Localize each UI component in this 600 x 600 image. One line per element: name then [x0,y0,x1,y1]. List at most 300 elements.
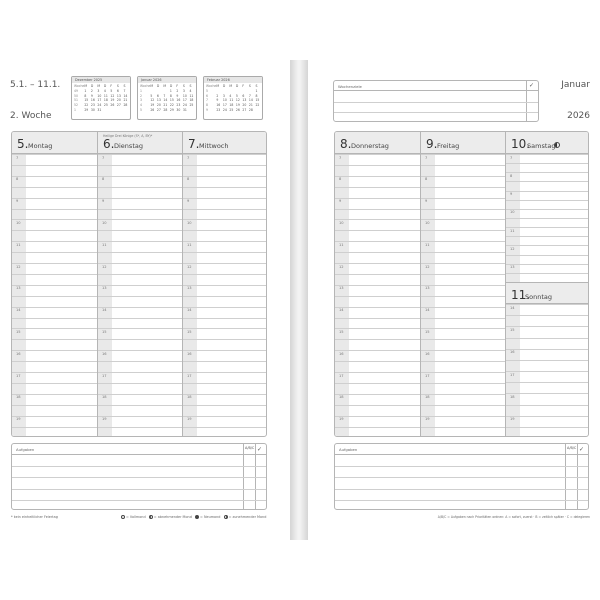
half-hour-line [421,230,505,231]
hour-label: 11 [187,242,192,247]
mini-calendar-cell: 28 [163,107,168,112]
mini-calendar-cell: 22 [84,103,89,108]
task-line [335,500,588,501]
hour-label: 13 [102,286,107,291]
hour-label: 17 [425,373,430,378]
mini-calendar-cell: S [255,84,258,88]
day-number: 7. [188,137,200,151]
half-hour-line [421,187,505,188]
hour-line [12,394,97,395]
half-hour-line [183,296,267,297]
hour-label: 15 [187,329,192,334]
mini-calendar-cell: 29 [84,107,89,112]
hour-label: 15 [102,329,107,334]
hour-label: 16 [339,351,344,356]
hour-label: 19 [425,417,430,422]
holiday-note: Heilige Drei Könige (S*, A, BY)* [103,133,153,138]
mini-calendar-cell: 1 [74,107,76,112]
half-hour-line [421,165,505,166]
half-hour-line [12,405,97,406]
hour-line [98,285,182,286]
mini-calendar-cell: S [248,84,251,88]
mini-calendar-cell: 15 [255,98,260,103]
half-hour-line [421,427,505,428]
hour-label: 19 [510,417,515,422]
half-hour-line [335,209,420,210]
half-hour-line [506,236,589,237]
task-line [335,466,588,467]
half-hour-line [506,315,589,316]
hour-label: 18 [425,395,430,400]
hour-label: 15 [510,327,515,332]
half-hour-line [506,218,589,219]
tasks-box-right[interactable] [334,443,589,510]
half-hour-line [98,165,182,166]
mini-calendar-cell: M [216,84,220,88]
hour-line [12,263,97,264]
hour-line [183,219,267,220]
hour-label: 9 [339,199,342,204]
hour-line [506,304,589,305]
mini-calendar-cell: 21 [248,103,253,108]
half-hour-line [12,165,97,166]
hour-label: 17 [187,373,192,378]
hour-label: 19 [16,417,21,422]
half-hour-line [335,274,420,275]
mini-calendar-cell: 20 [156,103,161,108]
hour-line [12,372,97,373]
hour-label: 9 [16,199,19,204]
hour-line [98,350,182,351]
hour-line [506,172,589,173]
mini-calendar-cell: S [182,84,185,88]
mini-calendar-cell: 29 [169,107,174,112]
day-number: 9. [426,137,438,151]
hour-line [421,285,505,286]
tasks-label: Aufgaben [16,447,35,452]
mini-calendar-cell: 18 [103,98,108,103]
hour-label: 16 [425,351,430,356]
mini-calendar-cell: 4 [140,103,142,108]
hour-line [12,416,97,417]
mini-calendar-cell: M [229,84,233,88]
mini-calendar-january [137,76,197,120]
day-column-saturday[interactable] [505,132,589,436]
half-hour-line [335,405,420,406]
half-hour-line [12,296,97,297]
hour-line [506,209,589,210]
mini-calendar-cell: 21 [123,98,128,103]
hour-line [506,227,589,228]
day-column-wednesday[interactable] [182,132,267,436]
hour-line [98,328,182,329]
mini-calendar-cell: 28 [123,103,128,108]
hour-line [98,307,182,308]
hour-label: 14 [16,308,21,313]
hour-label: 7 [510,155,513,160]
hour-label: 10 [425,220,430,225]
mini-calendar-cell: 19 [150,103,155,108]
day-name: Freitag [437,142,460,150]
checkmark-icon: ✓ [257,446,263,453]
hour-line [506,264,589,265]
hour-label: 9 [102,199,105,204]
hour-label: 8 [16,177,19,182]
mini-calendar-cell: 19 [110,98,115,103]
half-hour-line [335,318,420,319]
hour-label: 19 [102,417,107,422]
hour-line [335,241,420,242]
half-hour-line [98,296,182,297]
hour-line [12,198,97,199]
mini-calendar-cell: 15 [84,98,89,103]
mini-calendar-cell: 22 [169,103,174,108]
mini-calendar-cell: 14 [248,98,253,103]
left-footnote: * kein einheitlicher Feiertag [11,515,58,519]
hour-label: 14 [102,308,107,313]
mini-calendar-cell: 12 [110,93,115,98]
mini-calendar-cell: 31 [97,107,102,112]
hour-line [506,349,589,350]
hour-label: 11 [16,242,21,247]
mini-calendar-cell: Woche [206,84,217,88]
mini-calendar-february [203,76,263,120]
mini-calendar-cell: M [163,84,167,88]
mini-calendar-cell: D [222,84,226,88]
moon-legend [120,515,266,519]
mini-calendar-cell: 11 [103,93,108,98]
mini-calendar-cell: 25 [229,107,234,112]
hour-label: 15 [16,329,21,334]
half-hour-line [506,273,589,274]
hour-line [183,372,267,373]
hour-line [506,393,589,394]
waning-moon-icon [149,515,153,519]
hour-label: 9 [187,199,190,204]
half-hour-line [335,339,420,340]
mini-calendar-cell: 5 [206,88,208,93]
hour-label: 12 [510,246,515,251]
hour-line [506,326,589,327]
hour-label: 12 [339,264,344,269]
hour-label: 12 [425,264,430,269]
mini-calendar-cell: 27 [242,107,247,112]
day-column-tuesday[interactable] [97,132,182,436]
half-hour-line [335,383,420,384]
half-hour-line [183,209,267,210]
hour-line [183,241,267,242]
half-hour-line [12,252,97,253]
mini-calendar-title: Januar 2026 [138,77,196,83]
mini-calendar-cell: 8 [84,93,87,98]
half-hour-line [421,209,505,210]
half-hour-line [506,255,589,256]
hour-label: 16 [102,351,107,356]
mini-calendar-cell: 30 [176,107,181,112]
day-column-friday[interactable] [420,132,505,436]
mini-calendar-cell: 25 [103,103,108,108]
half-hour-line [12,209,97,210]
hour-line [12,328,97,329]
hour-line [12,219,97,220]
hour-label: 17 [510,372,515,377]
half-hour-line [98,339,182,340]
half-hour-line [506,382,589,383]
mini-calendar-cell: D [235,84,239,88]
hour-line [98,263,182,264]
half-hour-line [335,187,420,188]
hour-label: 14 [425,308,430,313]
hour-line [421,350,505,351]
moon-legend-text: = Neumond [200,515,221,519]
mini-calendar-cell: 24 [97,103,102,108]
hour-label: 14 [187,308,192,313]
mini-calendar-cell: 27 [156,107,161,112]
mini-calendar-cell: M [97,84,101,88]
mini-calendar-cell: 3 [97,88,100,93]
half-hour-line [421,361,505,362]
mini-calendar-cell: 3 [222,93,225,98]
day-number: 8. [340,137,352,151]
half-hour-line [98,230,182,231]
half-hour-line [183,187,267,188]
week-goals-header [334,81,538,91]
hour-line [335,219,420,220]
week-goals-label: Wochenziele [338,83,362,89]
mini-calendar-cell: 1 [255,88,258,93]
half-hour-line [183,361,267,362]
mini-calendar-title: Februar 2026 [204,77,262,83]
hour-line [183,350,267,351]
waning-moon-icon [554,142,560,148]
day-name: Samstag [527,142,556,150]
mini-calendar-cell: 50 [74,93,78,98]
hour-line [183,285,267,286]
hour-line [421,176,505,177]
half-hour-line [183,252,267,253]
half-hour-line [98,318,182,319]
tasks-header [12,444,266,455]
half-hour-line [12,274,97,275]
hour-label: 10 [16,220,21,225]
half-hour-line [506,163,589,164]
mini-calendar-cell: 26 [235,107,240,112]
moon-legend-text: = Vollmond [126,515,146,519]
day-header [421,132,505,154]
hour-line [335,176,420,177]
mini-calendar-cell: 5 [110,88,113,93]
mini-calendar-cell: 7 [206,98,208,103]
task-line [12,500,266,501]
half-hour-line [335,252,420,253]
mini-calendar-cell: 13 [242,98,247,103]
mini-calendar-cell [255,108,262,113]
day-name: Donnerstag [351,142,389,150]
mini-calendar-cell: 11 [229,98,234,103]
mini-calendar-grid [140,84,196,113]
half-hour-line [183,405,267,406]
day-name: Dienstag [114,142,143,150]
hour-line [335,154,420,155]
hour-label: 18 [187,395,192,400]
mini-calendar-cell: 23 [216,107,221,112]
week-goals-box[interactable] [333,80,539,122]
hour-label: 8 [339,177,342,182]
year-label: 2026 [567,111,590,121]
hour-line [335,372,420,373]
half-hour-line [12,427,97,428]
half-hour-line [98,383,182,384]
half-hour-line [421,274,505,275]
mini-calendar-cell: 5 [235,93,238,98]
hour-line [506,245,589,246]
mini-calendar-cell: 2 [90,88,93,93]
half-hour-line [421,405,505,406]
mini-calendar-cell: 13 [156,98,161,103]
mini-calendar-cell: 51 [74,98,78,103]
task-line [12,489,266,490]
mini-calendar-cell: 10 [182,93,187,98]
half-hour-line [335,427,420,428]
mini-calendar-cell: 20 [242,103,247,108]
mini-calendar-cell: 9 [216,98,219,103]
hour-line [12,154,97,155]
day-column-monday[interactable] [12,132,97,436]
hour-line [335,394,420,395]
left-days-grid [11,131,267,437]
mini-calendar-grid [74,84,130,113]
hour-line [421,372,505,373]
abc-priority-icon: A/B/C [567,446,577,450]
hour-label: 7 [187,155,190,160]
day-header [335,132,420,154]
half-hour-line [98,209,182,210]
hour-label: 19 [187,417,192,422]
mini-calendar-cell: 8 [169,93,172,98]
mini-calendar-cell: 7 [123,88,126,93]
half-hour-line [98,427,182,428]
hour-line [421,307,505,308]
hour-label: 16 [510,350,515,355]
task-line [335,477,588,478]
mini-calendar-cell: 1 [169,88,172,93]
mini-calendar-cell: 18 [189,98,194,103]
day-name: Sonntag [525,293,552,301]
tasks-box-left[interactable] [11,443,267,510]
hour-label: 15 [425,329,430,334]
half-hour-line [183,383,267,384]
hour-label: 7 [339,155,342,160]
hour-line [421,394,505,395]
half-hour-line [421,383,505,384]
hour-line [421,263,505,264]
hour-line [12,176,97,177]
hour-label: 7 [102,155,105,160]
hour-label: 10 [102,220,107,225]
hour-label: 18 [510,394,515,399]
mini-calendar-cell: 10 [97,93,102,98]
checkmark-icon: ✓ [579,446,585,453]
day-column-thursday[interactable] [335,132,420,436]
mini-calendar-cell: 5 [140,107,142,112]
half-hour-line [98,274,182,275]
mini-calendar-cell: 9 [90,93,93,98]
hour-line [98,372,182,373]
hour-line [335,350,420,351]
hour-line [421,416,505,417]
mini-calendar-cell: D [103,84,107,88]
mini-calendar-cell: Woche [74,84,85,88]
right-footnote: A/B/C = Aufgaben nach Prioritäten ordnen: A = sofort, zuerst · B = zeitlich später · C = delegieren [437,515,590,519]
sunday-header [506,282,589,304]
mini-calendar-cell: M [84,84,88,88]
mini-calendar-cell: 4 [103,88,106,93]
mini-calendar-cell: 26 [110,103,115,108]
day-number: 10. [511,137,531,151]
mini-calendar-cell: 8 [255,93,258,98]
hour-line [421,219,505,220]
hour-label: 17 [339,373,344,378]
mini-calendar-cell: 14 [163,98,168,103]
hour-line [506,154,589,155]
hour-line [506,416,589,417]
mini-calendar-cell: 6 [156,93,159,98]
day-header [183,132,267,154]
hour-label: 13 [339,286,344,291]
mini-calendar-cell: 4 [229,93,232,98]
hour-label: 18 [339,395,344,400]
mini-calendar-cell: D [90,84,94,88]
hour-line [12,350,97,351]
mini-calendar-cell: 26 [150,107,155,112]
hour-label: 16 [16,351,21,356]
task-line [335,489,588,490]
mini-calendar-cell: 16 [176,98,181,103]
half-hour-line [421,296,505,297]
day-name: Mittwoch [199,142,229,150]
hour-line [183,307,267,308]
half-hour-line [335,296,420,297]
hour-line [12,307,97,308]
mini-calendar-cell: S [116,84,119,88]
hour-line [421,328,505,329]
tasks-label: Aufgaben [339,447,358,452]
hour-label: 10 [187,220,192,225]
mini-calendar-cell: 4 [189,88,192,93]
half-hour-line [12,230,97,231]
mini-calendar-cell: F [110,84,113,88]
hour-line [335,285,420,286]
mini-calendar-cell: 2 [216,93,219,98]
abc-priority-icon: A/B/C [245,446,255,450]
mini-calendar-cell: 25 [189,103,194,108]
hour-label: 12 [16,264,21,269]
hour-label: 8 [425,177,428,182]
mini-calendar-cell: 5 [150,93,153,98]
moon-legend-text: = abnehmender Mond [153,515,192,519]
mini-calendar-cell: 16 [216,103,221,108]
task-line [12,466,266,467]
hour-line [335,198,420,199]
hour-label: 9 [425,199,428,204]
hour-label: 18 [102,395,107,400]
mini-calendar-cell: S [189,84,192,88]
hour-line [98,394,182,395]
half-hour-line [335,165,420,166]
hour-label: 11 [425,242,430,247]
half-hour-line [183,318,267,319]
half-hour-line [12,318,97,319]
